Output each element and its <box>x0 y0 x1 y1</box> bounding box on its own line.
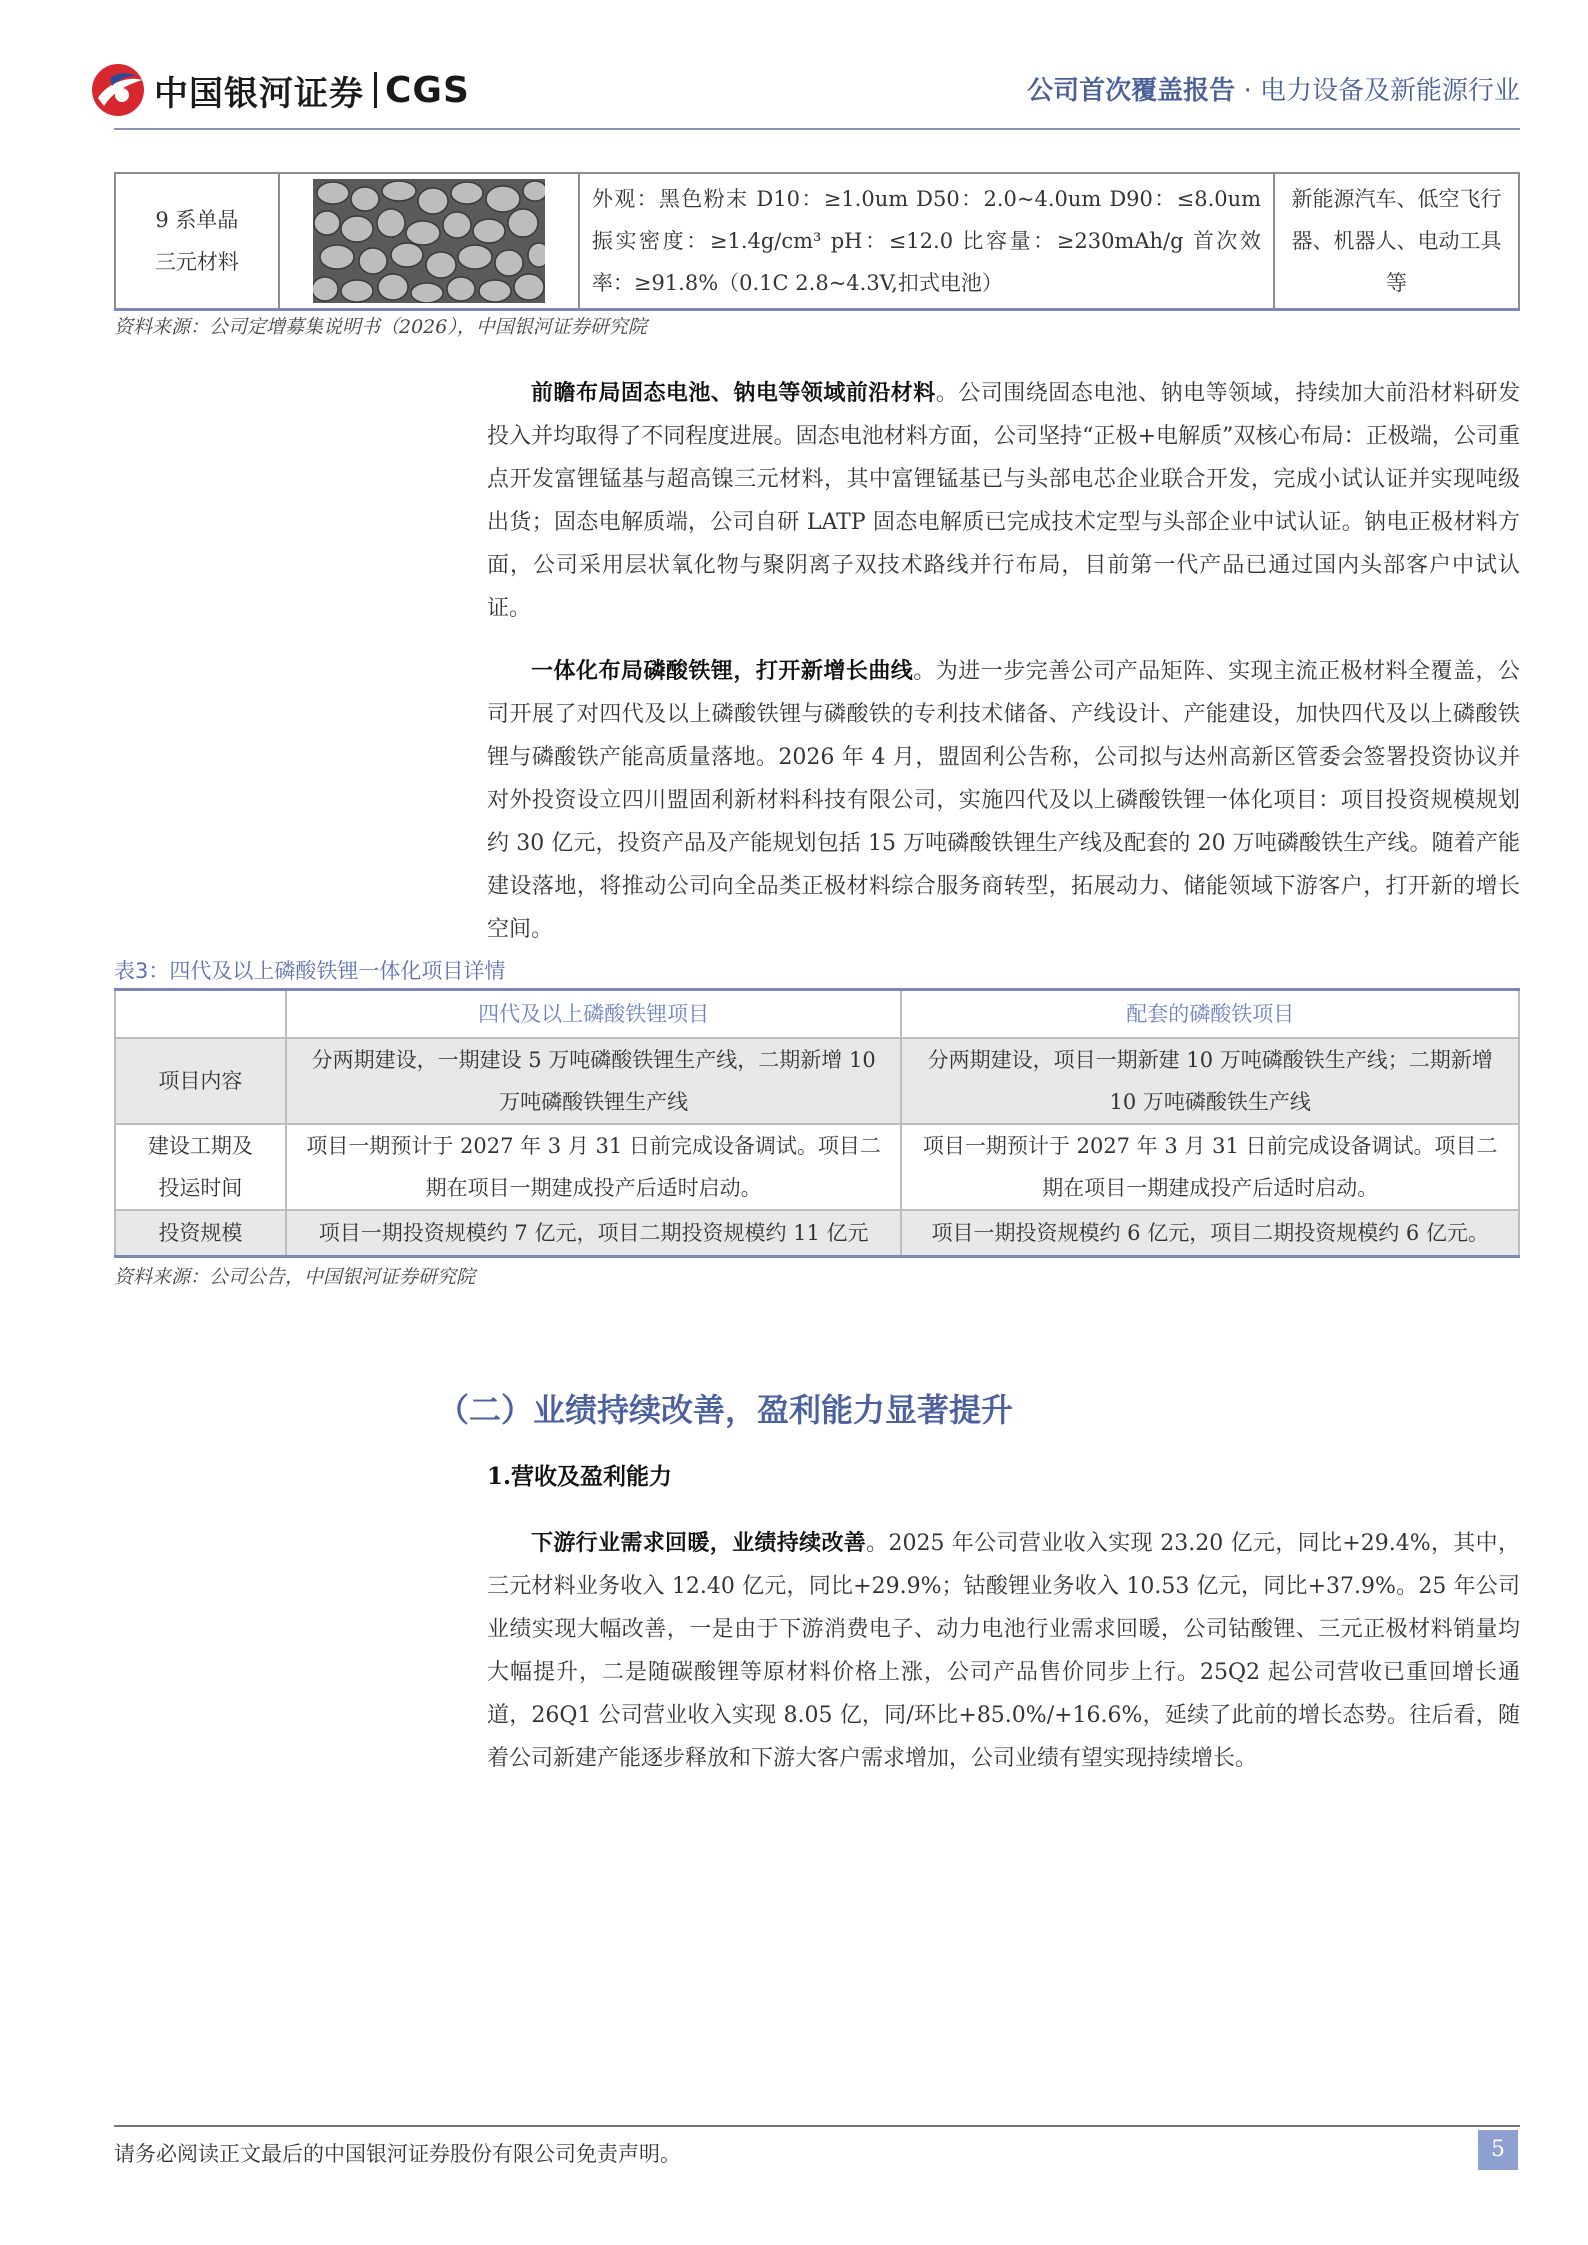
table-header-cell: 配套的磷酸铁项目 <box>901 990 1519 1039</box>
table-cell: 建设工期及投运时间 <box>115 1124 286 1210</box>
paragraph-lead: 下游行业需求回暖，业绩持续改善 <box>531 1530 867 1556</box>
table-cell: 项目一期预计于 2027 年 3 月 31 日前完成设备调试。项目二期在项目一期建成投产后适时启动。 <box>286 1124 902 1210</box>
paragraph-lead: 前瞻布局固态电池、钠电等领域前沿材料 <box>531 380 936 406</box>
header-separator: · <box>1235 76 1260 106</box>
section-title: （二）业绩持续改善，盈利能力显著提升 <box>437 1391 1014 1429</box>
table-header-cell: 四代及以上磷酸铁锂项目 <box>286 990 902 1039</box>
logo-en-text: CGS <box>385 69 470 111</box>
logo-cn-text: 中国银河证券 <box>154 73 364 114</box>
product-name-cell: 9 系单晶 三元材料 <box>115 173 279 310</box>
product-application-cell: 新能源汽车、低空飞行器、机器人、电动工具等 <box>1274 173 1519 310</box>
table-header-cell <box>115 990 286 1039</box>
header-rule <box>114 128 1520 130</box>
paragraph-frontier-materials <box>487 372 1520 630</box>
brand-logo <box>90 62 470 118</box>
footer-rule <box>114 2125 1520 2127</box>
subsection-title: 1.营收及盈利能力 <box>487 1463 673 1490</box>
industry-label: 电力设备及新能源行业 <box>1259 76 1520 106</box>
project-table <box>114 988 1520 1258</box>
galaxy-logo-icon <box>90 62 146 118</box>
table-cell: 项目内容 <box>115 1038 286 1124</box>
table-cell: 项目一期投资规模约 6 亿元，项目二期投资规模约 6 亿元。 <box>901 1210 1519 1257</box>
paragraph-revenue <box>487 1522 1520 1780</box>
report-header <box>1027 70 1520 107</box>
paragraph-body: 。公司围绕固态电池、钠电等领域，持续加大前沿材料研发投入并均取得了不同程度进展。固态电池材料方面，公司坚持“正极+电解质”双核心布局：正极端，公司重点开发富锂锰基与超高镍三元材料，其中富锂锰基已与头部电芯企业联合开发，完成小试认证并实现吨级出货；固态电解质端，公司自研 LATP 固态电解质已完成技术定型与头部企业中试认证。钠电正极材料方面，公司采用层状氧化物与聚阴离子双技术路线并行布局，目前第一代产品已通过国内头部客户中试认证。 <box>487 381 1520 621</box>
logo-divider <box>374 72 377 108</box>
table-row <box>115 1038 1519 1124</box>
page-number: 5 <box>1478 2130 1518 2170</box>
report-type: 公司首次覆盖报告 <box>1027 76 1236 106</box>
source-note-1: 资料来源：公司定增募集说明书（2026），中国银河证券研究院 <box>114 316 647 338</box>
table-cell: 项目一期预计于 2027 年 3 月 31 日前完成设备调试。项目二期在项目一期建成投产后适时启动。 <box>901 1124 1519 1210</box>
table-row <box>115 1124 1519 1210</box>
table-row <box>115 173 1519 310</box>
paragraph-body: 。为进一步完善公司产品矩阵、实现主流正极材料全覆盖，公司开展了对四代及以上磷酸铁锂与磷酸铁的专利技术储备、产线设计、产能建设，加快四代及以上磷酸铁锂与磷酸铁产能高质量落地。2026 年 4 月，盟固利公告称，公司拟与达州高新区管委会签署投资协议并对外投资设立四川盟固利新材料科技有限公司，实施四代及以上磷酸铁锂一体化项目：项目投资规模规划约 30 亿元，投资产品及产能规划包括 15 万吨磷酸铁锂生产线及配套的 20 万吨磷酸铁生产线。随着产能建设落地，将推动公司向全品类正极材料综合服务商转型，拓展动力、储能领域下游客户，打开新的增长空间。 <box>487 659 1520 942</box>
table-cell: 分两期建设，一期建设 5 万吨磷酸铁锂生产线，二期新增 10 万吨磷酸铁锂生产线 <box>286 1038 902 1124</box>
product-table <box>114 172 1520 311</box>
paragraph-body: 。2025 年公司营业收入实现 23.20 亿元，同比+29.4%，其中，三元材料业务收入 12.40 亿元，同比+29.9%；钴酸锂业务收入 10.53 亿元，同比+37.9%。25 年公司业绩实现大幅改善，一是由于下游消费电子、动力电池行业需求回暖，公司钴酸锂、三元正极材料销量均大幅提升，二是随碳酸锂等原材料价格上涨，公司产品售价同步上行。25Q2 起公司营收已重回增长通道，26Q1 公司营业收入实现 8.05 亿，同/环比+85.0%/+16.6%，延续了此前的增长态势。往后看，随着公司新建产能逐步释放和下游大客户需求增加，公司业绩有望实现持续增长。 <box>487 1531 1520 1771</box>
sem-micrograph-image <box>313 179 545 303</box>
table-cell: 投资规模 <box>115 1210 286 1257</box>
product-spec-cell: 外观：黑色粉末 D10：≥1.0um D50：2.0~4.0um D90：≤8.0um 振实密度：≥1.4g/cm³ pH：≤12.0 比容量：≥230mAh/g 首次效率：≥91.8%（0.1C 2.8~4.3V,扣式电池） <box>579 173 1274 310</box>
table-cell: 分两期建设，项目一期新建 10 万吨磷酸铁生产线；二期新增 10 万吨磷酸铁生产线 <box>901 1038 1519 1124</box>
paragraph-lead: 一体化布局磷酸铁锂，打开新增长曲线 <box>531 658 914 684</box>
product-image-cell <box>279 173 579 310</box>
table-header-row <box>115 990 1519 1039</box>
table-row <box>115 1210 1519 1257</box>
footer-disclaimer: 请务必阅读正文最后的中国银河证券股份有限公司免责声明。 <box>114 2142 681 2166</box>
paragraph-lfp-integration <box>487 650 1520 951</box>
source-note-2: 资料来源：公司公告，中国银河证券研究院 <box>114 1266 476 1288</box>
table-caption: 表3：四代及以上磷酸铁锂一体化项目详情 <box>114 959 506 983</box>
table-cell: 项目一期投资规模约 7 亿元，项目二期投资规模约 11 亿元 <box>286 1210 902 1257</box>
